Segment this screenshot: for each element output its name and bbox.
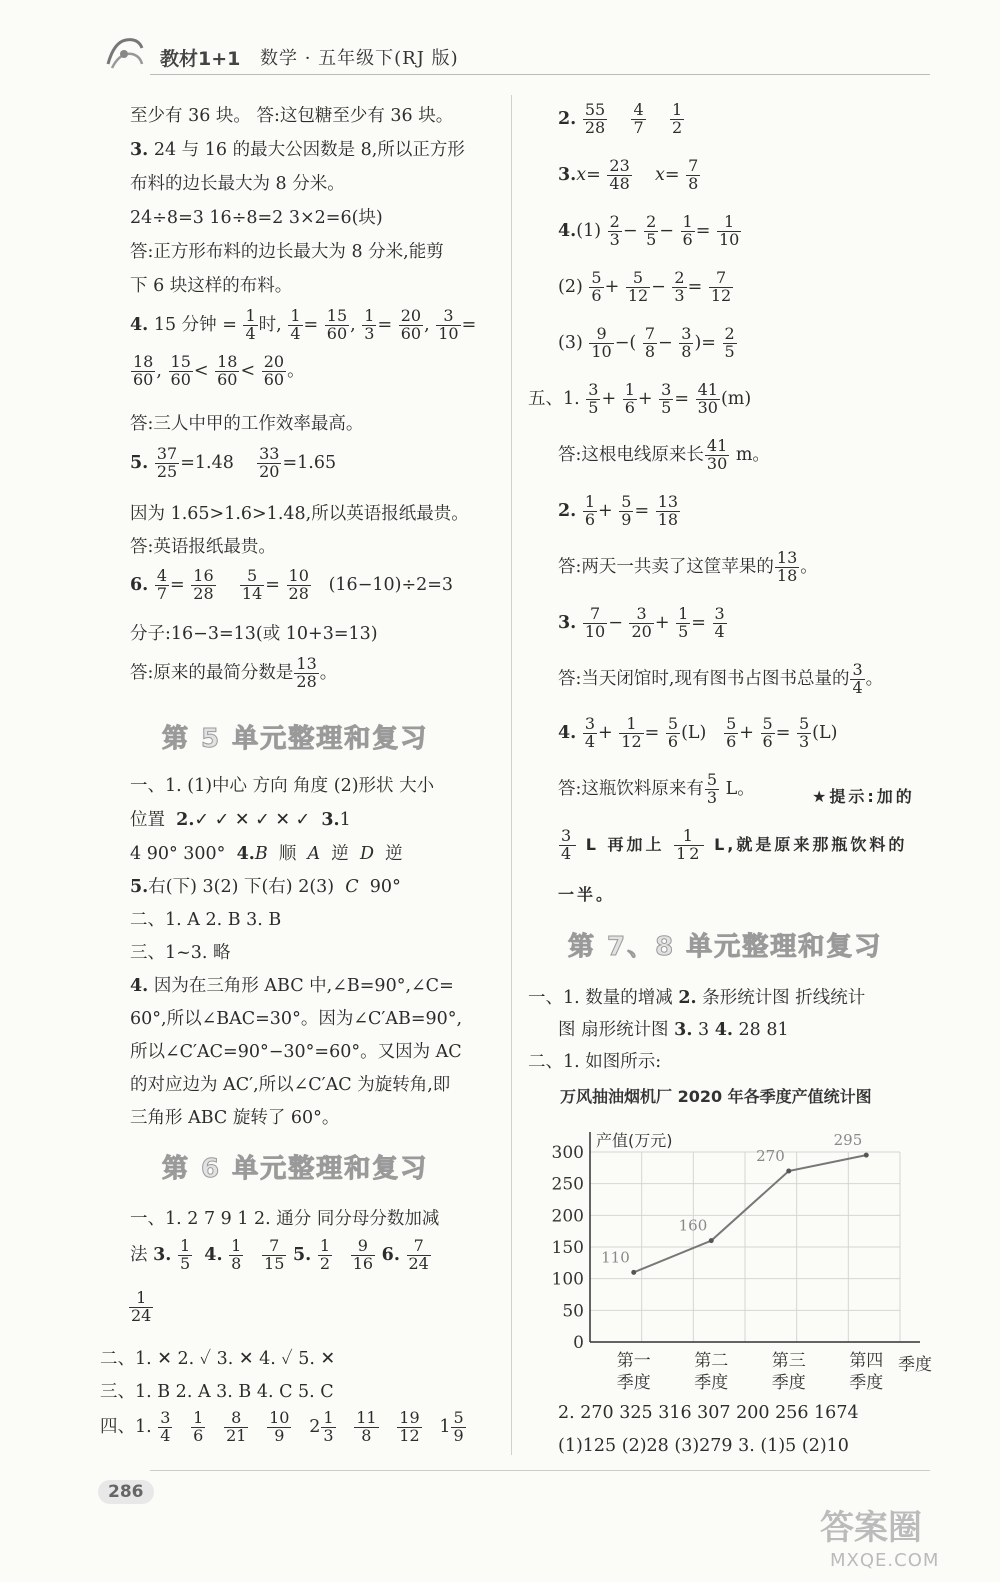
- answer-line: 因为 1.65>1.6>1.48,所以英语报纸最贵。: [130, 504, 469, 524]
- hint-text: 一半。: [558, 885, 616, 904]
- fraction: $\frac{3}{4}$: [714, 604, 725, 641]
- answer-line: 4. $\frac{3}{4}$ + $\frac{1}{12}$ = $\frac{5}{6}$ (L) $\frac{5}{6}$ + $\frac{5}{6}$ = $\frac{5}{3}$ (L): [558, 714, 838, 751]
- x-tick-label: 季度: [694, 1373, 729, 1393]
- fraction: $\frac{19}{12}$: [399, 1408, 420, 1445]
- fraction: $\frac{41}{30}$: [706, 436, 728, 473]
- fraction: $\frac{5}{6}$: [667, 714, 679, 751]
- fraction: $\frac{3}{5}$: [588, 380, 599, 417]
- answer-line: 3. 24 与 16 的最大公因数是 8,所以正方形: [130, 140, 465, 160]
- y-tick-label: 300: [551, 1143, 584, 1163]
- answer-line: 4 90° 300° 4.B 顺 A 逆 D 逆: [130, 844, 403, 864]
- fraction: $\frac{8}{21}$: [226, 1408, 247, 1445]
- y-tick-label: 50: [562, 1301, 584, 1322]
- fraction: $\frac{18}{60}$: [217, 352, 238, 389]
- answer-line: 24÷8=3 16÷8=2 3×2=6(块): [130, 208, 383, 228]
- answer-line: 答:这瓶饮料原来有 $\frac{5}{3}$ L。: [558, 770, 755, 807]
- y-tick-label: 200: [551, 1206, 584, 1227]
- answer-line: 答:原来的最简分数是 $\frac{13}{28}$ 。: [130, 654, 338, 691]
- fraction: $\frac{1}{6}$: [682, 212, 693, 249]
- answer-line: 一、1. (1)中心 方向 角度 (2)形状 大小: [130, 776, 435, 796]
- answer-line: 法 3. $\frac{1}{5}$ 4. $\frac{1}{8}$ $\frac{7}{15}$ 5. $\frac{1}{2}$ $\frac{9}{16}$ 6. $\frac{7}{24}$: [130, 1236, 429, 1273]
- fraction: $\frac{10}{9}$: [269, 1408, 290, 1445]
- column-divider: [511, 95, 512, 1455]
- y-tick-label: 250: [551, 1174, 584, 1195]
- fraction: $\frac{15}{60}$: [170, 352, 191, 389]
- answer-line: 答:两天一共卖了这筐苹果的 $\frac{13}{18}$ 。: [558, 548, 818, 585]
- answer-line: [128, 1290, 154, 1325]
- x-tick-label: 第二: [694, 1351, 729, 1371]
- fraction: $\frac{9}{10}$: [591, 324, 612, 361]
- fraction: $\frac{5}{6}$: [762, 714, 773, 751]
- line-chart: [540, 1110, 940, 1400]
- x-tick-label: 第三: [771, 1351, 806, 1371]
- x-tick-label: 季度: [616, 1373, 651, 1393]
- fraction: $\frac{5}{6}$: [591, 268, 602, 305]
- answer-line: 一、1. 2 7 9 1 2. 通分 同分母分数加减: [130, 1209, 440, 1229]
- fraction: $\frac{1}{6}$: [624, 380, 635, 417]
- data-label: 160: [678, 1216, 708, 1235]
- fraction: $\frac{1}{10}$: [718, 212, 740, 249]
- fraction: $\frac{41}{30}$: [697, 380, 718, 417]
- data-point: [864, 1153, 869, 1158]
- fraction: $\frac{1}{5}$: [678, 604, 689, 641]
- fraction: $\frac{3}{4}$: [852, 660, 863, 697]
- answer-line: 答:这根电线原来长 $\frac{41}{30}$ m。: [558, 436, 770, 473]
- y-tick-label: 100: [551, 1269, 584, 1290]
- data-label: 110: [601, 1248, 630, 1267]
- section-title-unit-7-8: 第 7、8 单元整理和复习: [568, 932, 883, 962]
- answer-line: 4.(1) $\frac{2}{3}$ − $\frac{2}{5}$ − $\frac{1}{6}$ = $\frac{1}{10}$: [558, 212, 740, 249]
- fraction: $\frac{2}{5}$: [724, 324, 735, 361]
- answer-line: 3. $\frac{7}{10}$ − $\frac{3}{20}$ + $\frac{1}{5}$ = $\frac{3}{4}$: [558, 604, 725, 641]
- section-title-unit-6: 第 6 单元整理和复习: [162, 1154, 429, 1184]
- fraction: $\frac{7}{10}$: [584, 604, 606, 641]
- hint-text: $\frac{3}{4}$ L 再加上 $\frac{1}{12}$ L,就是原来那瓶饮料的: [561, 826, 908, 863]
- logo-icon: [104, 34, 146, 74]
- answer-line: 下 6 块这样的布料。: [130, 276, 293, 296]
- footer-divider: [150, 1470, 930, 1471]
- answer-line: 一、1. 数量的增减 2. 条形统计图 折线统计: [528, 988, 866, 1008]
- answer-line: 布料的边长最大为 8 分米。: [130, 174, 345, 194]
- answer-line: 三、1~3. 略: [130, 943, 231, 963]
- fraction: $\frac{3}{10}$: [438, 306, 459, 343]
- fraction: $\frac{1}{4}$: [290, 306, 301, 343]
- fraction: $\frac{7}{12}$: [710, 268, 732, 305]
- answer-line: (1)125 (2)28 (3)279 3. (1)5 (2)10: [558, 1436, 849, 1456]
- fraction: $\frac{13}{18}$: [657, 492, 679, 529]
- answer-line: 60°,所以∠BAC=30°。因为∠C′AB=90°,: [130, 1009, 463, 1029]
- fraction: $\frac{1}{6}$: [193, 1408, 204, 1445]
- fraction: $\frac{3}{5}$: [661, 380, 672, 417]
- answer-line: 二、1. A 2. B 3. B: [130, 910, 282, 930]
- fraction: $\frac{1}{12}$: [621, 714, 642, 751]
- answer-line: 答:三人中甲的工作效率最高。: [130, 414, 364, 434]
- fraction: $\frac{23}{48}$: [609, 156, 630, 193]
- fraction: $\frac{1}{3}$: [323, 1408, 334, 1445]
- answer-line: 二、1. 如图所示:: [528, 1052, 662, 1072]
- fraction: $\frac{5}{3}$: [706, 770, 718, 807]
- fraction: $\frac{1}{2}$: [319, 1236, 330, 1273]
- book-title: 教材1+1: [160, 48, 241, 70]
- y-tick-label: 0: [573, 1333, 584, 1353]
- fraction: $\frac{2}{5}$: [646, 212, 657, 249]
- fraction: $\frac{33}{20}$: [259, 444, 280, 481]
- answer-line: 3.x= $\frac{23}{48}$ x= $\frac{7}{8}$: [558, 156, 699, 193]
- watermark-url: MXQE.COM: [830, 1550, 940, 1571]
- fraction: $\frac{55}{28}$: [584, 100, 606, 137]
- answer-line: 5.右(下) 3(2) 下(右) 2(3) C 90°: [130, 877, 401, 897]
- data-label: 270: [756, 1147, 785, 1165]
- fraction: $\frac{1}{3}$: [364, 306, 375, 343]
- fraction: $\frac{5}{9}$: [453, 1408, 464, 1445]
- data-point: [786, 1169, 791, 1174]
- fraction: $\frac{5}{14}$: [241, 566, 263, 603]
- answer-line: (2) $\frac{5}{6}$ + $\frac{5}{12}$ − $\frac{2}{3}$ = $\frac{7}{12}$: [558, 268, 732, 305]
- answer-line: 分子:16−3=13(或 10+3=13): [130, 624, 378, 644]
- book-subtitle: 数学 · 五年级下(RJ 版): [260, 48, 459, 69]
- fraction: $\frac{4}{7}$: [633, 100, 644, 137]
- answer-line: 二、1. ✕ 2. ✓ 3. ✕ 4. ✓ 5. ✕: [100, 1349, 336, 1369]
- fraction: $\frac{11}{8}$: [356, 1408, 377, 1445]
- fraction: $\frac{1}{8}$: [231, 1236, 242, 1273]
- data-point: [709, 1238, 714, 1243]
- fraction: $\frac{5}{6}$: [726, 714, 737, 751]
- x-tick-label: 第四: [849, 1351, 884, 1371]
- fraction: $\frac{13}{18}$: [776, 548, 798, 585]
- answer-line: 三、1. B 2. A 3. B 4. C 5. C: [100, 1382, 334, 1402]
- fraction: $\frac{16}{28}$: [193, 566, 214, 603]
- fraction: $\frac{3}{4}$: [561, 826, 575, 863]
- data-label: 295: [833, 1131, 863, 1150]
- fraction: $\frac{5}{9}$: [621, 492, 632, 529]
- y-tick-label: 150: [551, 1238, 584, 1258]
- answer-line: 三角形 ABC 旋转了 60°。: [130, 1108, 340, 1128]
- answer-line: 4. 15 分钟 = $\frac{1}{4}$ 时, $\frac{1}{4}$ = $\frac{15}{60}$ , $\frac{1}{3}$ = $\frac{20}{60}$ , $\frac{3}{10}$ =: [130, 306, 477, 343]
- data-point: [631, 1270, 636, 1275]
- x-tick-label: 第一: [616, 1351, 651, 1371]
- answer-line: 2. 270 325 316 307 200 256 1674: [558, 1403, 859, 1423]
- answer-line: 5. $\frac{37}{25}$ =1.48 $\frac{33}{20}$ =1.65: [130, 444, 337, 481]
- answer-line: 五、1. $\frac{3}{5}$ + $\frac{1}{6}$ + $\frac{3}{5}$ = $\frac{41}{30}$ (m): [528, 380, 752, 417]
- fraction: $\frac{1}{12}$: [676, 826, 703, 863]
- chart-title: 万风抽油烟机厂 2020 年各季度产值统计图: [560, 1087, 872, 1106]
- fraction: $\frac{18}{60}$: [133, 352, 154, 389]
- answer-line: 2. $\frac{55}{28}$ $\frac{4}{7}$ $\frac{1}{2}$: [558, 100, 683, 137]
- fraction: $\frac{1}{6}$: [584, 492, 596, 529]
- fraction: $\frac{37}{25}$: [156, 444, 178, 481]
- x-tick-label: 季度: [849, 1373, 884, 1393]
- x-tick-label: 季度: [771, 1373, 806, 1393]
- fraction: $\frac{3}{8}$: [681, 324, 692, 361]
- fraction: $\frac{3}{4}$: [160, 1408, 171, 1445]
- fraction: $\frac{4}{7}$: [156, 566, 168, 603]
- section-title-unit-5: 第 5 单元整理和复习: [162, 724, 429, 754]
- page-number: 286: [98, 1480, 154, 1504]
- watermark-logo: 答案圈: [820, 1508, 922, 1548]
- answer-line: 2. $\frac{1}{6}$ + $\frac{5}{9}$ = $\frac{13}{18}$: [558, 492, 679, 529]
- fraction: $\frac{7}{15}$: [264, 1236, 285, 1273]
- answer-line: 位置 2.✓ ✓ ✕ ✓ ✕ ✓ 3.1: [130, 810, 351, 830]
- fraction: $\frac{13}{28}$: [296, 654, 317, 691]
- fraction: $\frac{1}{5}$: [179, 1236, 191, 1273]
- fraction: $\frac{3}{20}$: [631, 604, 652, 641]
- fraction: $\frac{3}{4}$: [584, 714, 596, 751]
- fraction: $\frac{1}{2}$: [671, 100, 683, 137]
- fraction: $\frac{20}{60}$: [263, 352, 285, 389]
- y-axis-title: 产值(万元): [596, 1131, 673, 1150]
- fraction: $\frac{2}{3}$: [674, 268, 685, 305]
- answer-line: 6. $\frac{4}{7}$ = $\frac{16}{28}$ $\frac{5}{14}$ = $\frac{10}{28}$ (16−10)÷2=3: [130, 566, 454, 603]
- answer-line: 答:正方形布料的边长最大为 8 分米,能剪: [130, 242, 444, 262]
- fraction: $\frac{9}{16}$: [352, 1236, 374, 1273]
- fraction: $\frac{5}{3}$: [798, 714, 810, 751]
- answer-line: 答:英语报纸最贵。: [130, 537, 276, 557]
- fraction: $\frac{2}{3}$: [609, 212, 620, 249]
- fraction: $\frac{7}{8}$: [644, 324, 655, 361]
- fraction: $\frac{7}{8}$: [688, 156, 699, 193]
- fraction: $\frac{20}{60}$: [400, 306, 422, 343]
- header-divider: [150, 74, 930, 75]
- fraction: $\frac{5}{12}$: [627, 268, 649, 305]
- fraction: $\frac{7}{24}$: [408, 1236, 429, 1273]
- answer-line: 4. 因为在三角形 ABC 中,∠B=90°,∠C=: [130, 976, 454, 996]
- fraction: $\frac{10}{28}$: [288, 566, 309, 603]
- hint-label: ★提示:加的: [812, 787, 915, 806]
- answer-line: 四、1. $\frac{3}{4}$ $\frac{1}{6}$ $\frac{8}{21}$ $\frac{10}{9}$ 2 $\frac{1}{3}$ $\frac{11}{8}$ $\frac{19}{12}$ 1 $\frac{5}{9}$: [100, 1408, 464, 1445]
- series-line: [634, 1155, 867, 1272]
- answer-line: 的对应边为 AC′,所以∠C′AC 为旋转角,即: [130, 1075, 451, 1095]
- answer-line: 图 扇形统计图 3. 3 4. 28 81: [558, 1020, 789, 1040]
- fraction: $\frac{1}{24}$: [131, 1288, 152, 1325]
- x-axis-title: 季度: [898, 1355, 932, 1375]
- answer-line: 答:当天闭馆时,现有图书占图书总量的 $\frac{3}{4}$ 。: [558, 660, 884, 697]
- fraction: $\frac{1}{4}$: [245, 306, 256, 343]
- answer-line: $\frac{18}{60}$ , $\frac{15}{60}$ < $\frac{18}{60}$ < $\frac{20}{60}$ 。: [133, 352, 305, 389]
- fraction: $\frac{15}{60}$: [326, 306, 348, 343]
- answer-line: 至少有 36 块。 答:这包糖至少有 36 块。: [130, 106, 454, 126]
- answer-line: 所以∠C′AC=90°−30°=60°。又因为 AC: [130, 1042, 462, 1062]
- answer-line: (3) $\frac{9}{10}$ −( $\frac{7}{8}$ − $\frac{3}{8}$ )= $\frac{2}{5}$: [558, 324, 735, 361]
